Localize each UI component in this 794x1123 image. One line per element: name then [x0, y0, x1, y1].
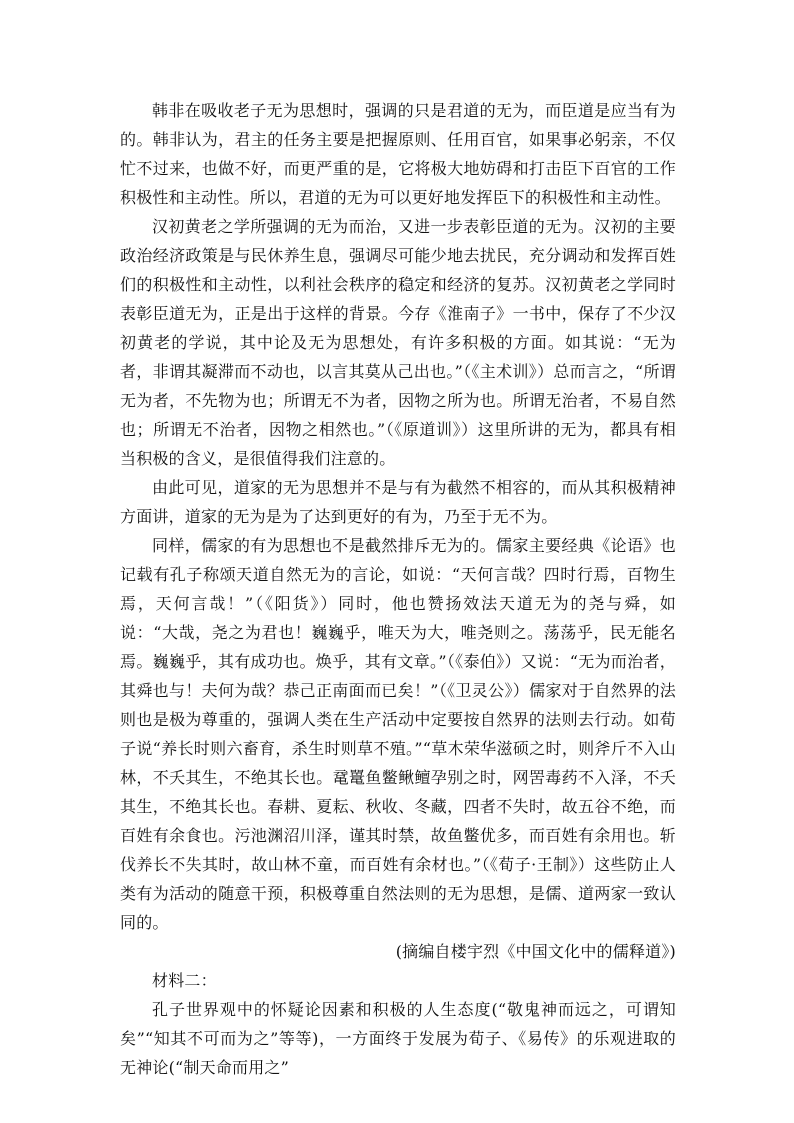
material-two-title: 材料二：	[152, 971, 217, 990]
paragraph-conclusion-daoist: 由此可见，道家的无为思想并不是与有为截然不相容的，而从其积极精神方面讲，道家的无为是为了达到更好的有为，乃至于无不为。	[120, 478, 676, 526]
material-two-paragraph: 孔子世界观中的怀疑论因素和积极的人生态度(“敬鬼神而远之，可谓知矣”“知其不可而为之”等等)，一方面终于发展为荀子、《易传》的乐观进取的无神论(“制天命而用之”	[120, 1000, 676, 1077]
paragraph-hanfei: 韩非在吸收老子无为思想时，强调的只是君道的无为，而臣道是应当有为的。韩非认为，君主的任务主要是把握原则、任用百官，如果事必躬亲，不仅忙不过来，也做不好，而更严重的是，它将极大地妨碍和打击臣下百官的工作积极性和主动性。所以，君道的无为可以更好地发挥臣下的积极性和主动性。	[120, 101, 676, 207]
document-page	[120, 96, 676, 1082]
paragraph-han-huanglao: 汉初黄老之学所强调的无为而治，又进一步表彰臣道的无为。汉初的主要政治经济政策是与民休养生息，强调尽可能少地去扰民，充分调动和发挥百姓们的积极性和主动性，以利社会秩序的稳定和经济的复苏。汉初黄老之学同时表彰臣道无为，正是出于这样的背景。今存《淮南子》一书中，保存了不少汉初黄老的学说，其中论及无为思想处，有许多积极的方面。如其说：“无为者，非谓其凝滞而不动也，以言其莫从己出也。”（《主术训》）总而言之，“所谓无为者，不先物为也；所谓无不为者，因物之所为也。所谓无治者，不易自然也；所谓无不治者，因物之相然也。”（《原道训》）这里所讲的无为，都具有相当积极的含义，是很值得我们注意的。	[120, 217, 676, 468]
source-citation: (摘编自楼宇烈《中国文化中的儒释道》)	[395, 942, 676, 961]
paragraph-confucian: 同样，儒家的有为思想也不是截然排斥无为的。儒家主要经典《论语》也记载有孔子称颂天道自然无为的言论，如说：“天何言哉？四时行焉，百物生焉，天何言哉！”（《阳货》）同时，他也赞扬效法天道无为的尧与舜，如说：“大哉，尧之为君也！巍巍乎，唯天为大，唯尧则之。荡荡乎，民无能名焉。巍巍乎，其有成功也。焕乎，其有文章。”（《泰伯》）又说：“无为而治者，其舜也与！夫何为哉？恭己正南面而已矣！”（《卫灵公》）儒家对于自然界的法则也是极为尊重的，强调人类在生产活动中定要按自然界的法则去行动。如荀子说“养长时则六畜育，杀生时则草不殖。”“草木荣华滋硕之时，则斧斤不入山林，不夭其生，不绝其长也。鼋鼍鱼鳖鳅鳣孕别之时，网罟毒药不入泽，不夭其生，不绝其长也。春耕、夏耘、秋收、冬藏，四者不失时，故五谷不绝，而百姓有余食也。污池渊沼川泽，谨其时禁，故鱼鳖优多，而百姓有余用也。斩伐养长不失其时，故山林不童，而百姓有余材也。”（《荀子·王制》）这些防止人类有为活动的随意干预，积极尊重自然法则的无为思想，是儒、道两家一致认同的。	[120, 536, 676, 932]
